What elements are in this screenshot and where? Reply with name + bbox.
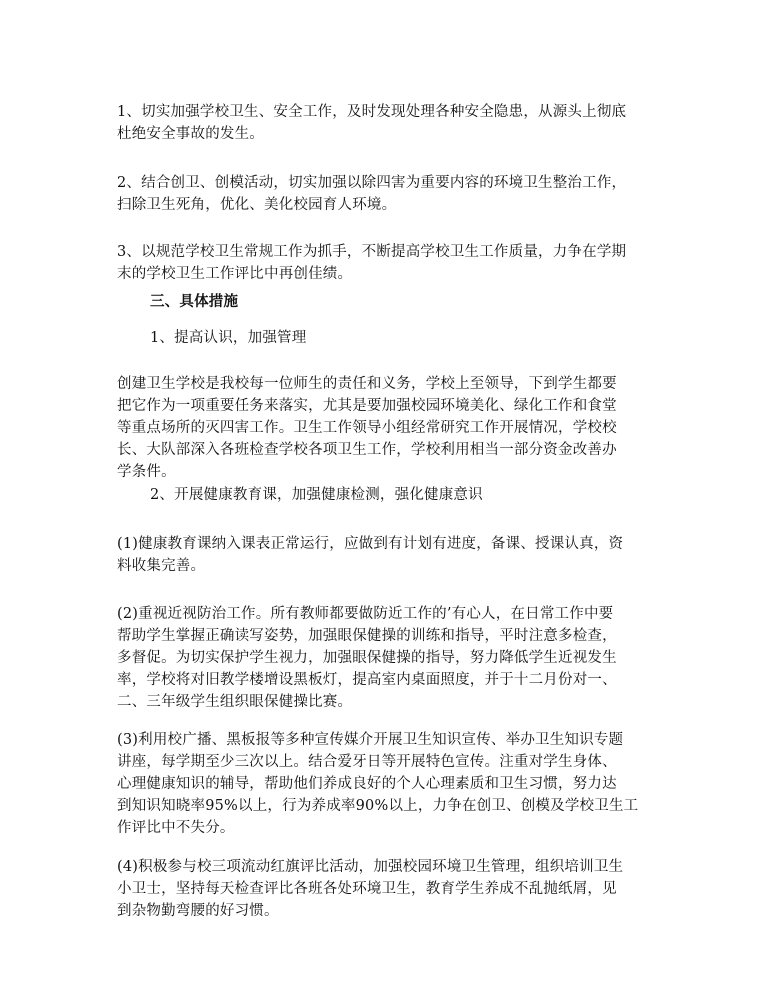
paragraph-health-3: (3)利用校广播、黑板报等多种宣传媒介开展卫生知识宣传、举办卫生知识专题 讲座，每学期至少三次以上。结合爱牙日等开展特色宣传。注重对学生身体、 心理健康知识的辅导，帮助他们养成良好的个人心理素质和卫生习惯，努力达 到知识知晓率95%以上，行为养成率90%以上，力争在创卫、创模及学校卫生工 作评比中不失分。 [117, 732, 639, 836]
paragraph-goal-3: 3、以规范学校卫生常规工作为抓手，不断提高学校卫生工作质量，力争在学期 末的学校卫生工作评比中再创佳绩。 [117, 244, 627, 282]
paragraph-health-4: (4)积极参与校三项流动红旗评比活动，加强校园环境卫生管理，组织培训卫生 小卫士，坚持每天检查评比各班各处环境卫生，教育学生养成不乱抛纸屑，见 到杂物勤弯腰的好习惯。 [117, 859, 624, 919]
paragraph-goal-1: 1、切实加强学校卫生、安全工作，及时发现处理各种安全隐患，从源头上彻底 杜绝安全事故的发生。 [117, 104, 627, 142]
paragraph-health-2: (2)重视近视防治工作。所有教师都要做防近工作的’有心人，在日常工作中要 帮助学生掌握正确读写姿势，加强眼保健操的训练和指导，平时注意多检查， 多督促。为切实保护学生视力，加强眼保健操的指导，努力降低学生近视发生 率，学校将对旧教学楼增设黑板灯，提高室内桌面照度，并于十二月份对一、 二、三年级学生组织眼保健操比赛。 [117, 606, 617, 710]
paragraph-health-1: (1)健康教育课纳入课表正常运行，应做到有计划有进度，备课、授课认真，资 料收集完善。 [117, 536, 624, 574]
section-heading-measures: 三、具体措施 [150, 293, 239, 310]
paragraph-awareness: 创建卫生学校是我校每一位师生的责任和义务，学校上至领导，下到学生都要 把它作为一项重要任务来落实，尤其是要加强校园环境美化、绿化工作和食堂 等重点场所的灭四害工作。卫生工作领导小组经常研究工作开展情况，学校校 长、大队部深入各班检查学校各项卫生工作，学校利用相当一部分资金改善办 学条件。 [117, 376, 617, 480]
subheading-health-education: 2、开展健康教育课，加强健康检测，强化健康意识 [150, 487, 483, 503]
subheading-awareness: 1、提高认识，加强管理 [150, 330, 307, 346]
paragraph-goal-2: 2、结合创卫、创模活动，切实加强以除四害为重要内容的环境卫生整治工作， 扫除卫生死角，优化、美化校园育人环境。 [117, 175, 627, 213]
